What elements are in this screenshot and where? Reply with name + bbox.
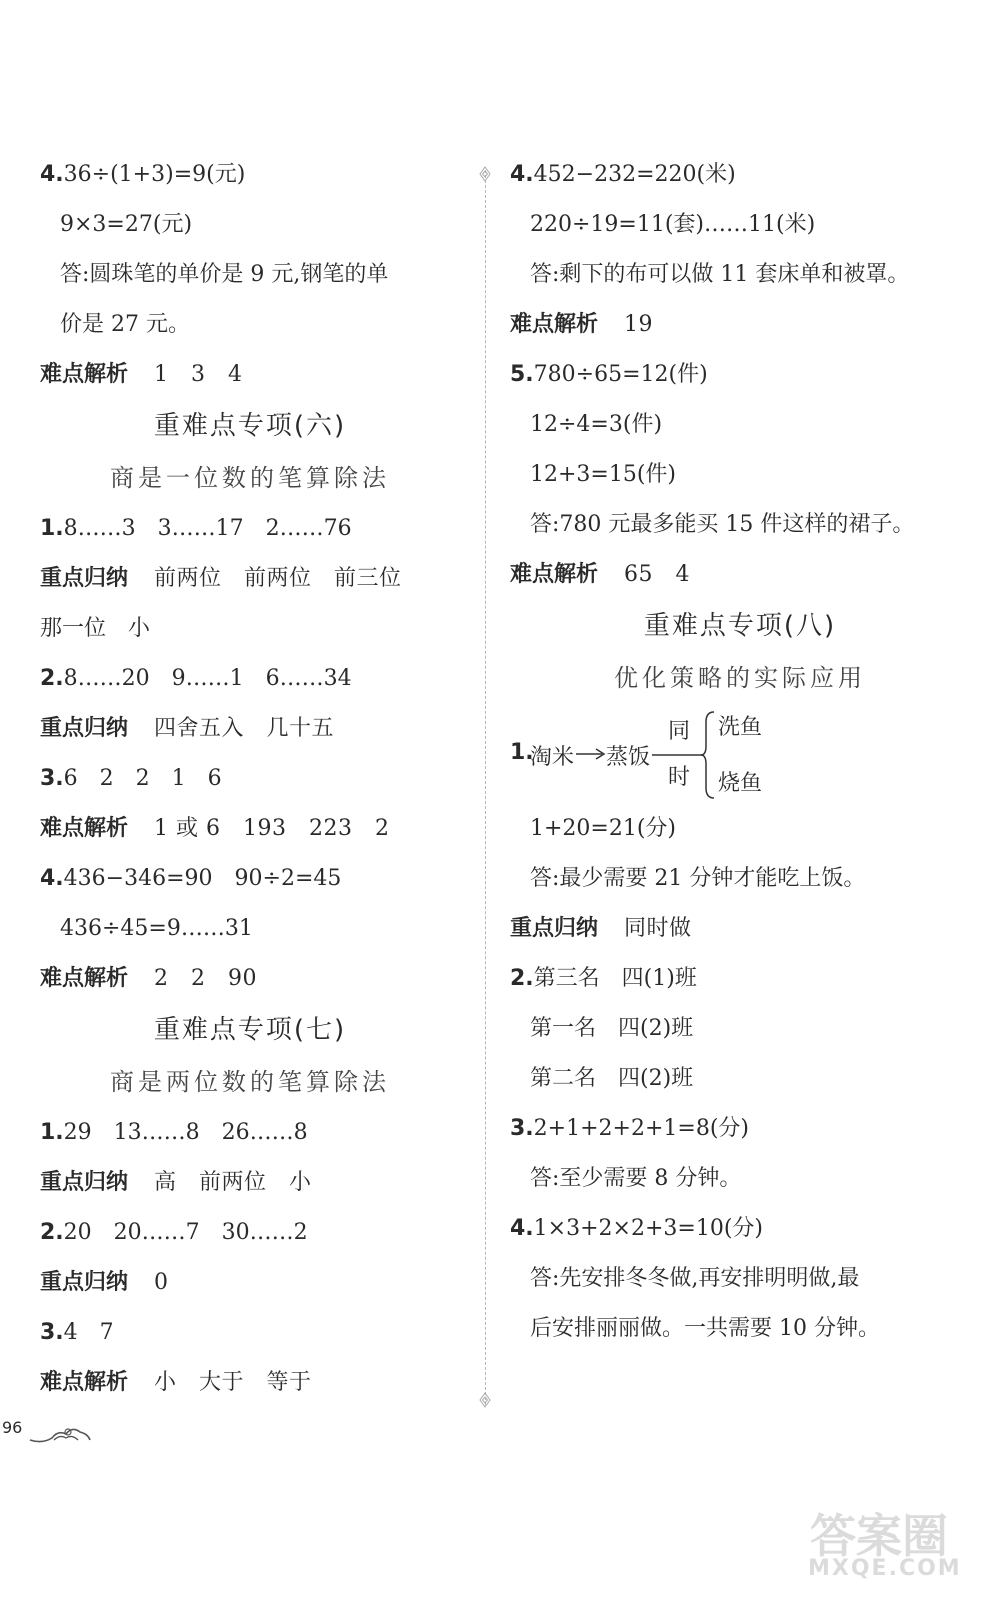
divider-ornament-icon	[477, 166, 493, 182]
answer-line: 后安排丽丽做。一共需要 10 分钟。	[530, 1316, 880, 1341]
values: 小 大于 等于	[154, 1370, 312, 1395]
question-number: 2.	[40, 666, 64, 691]
right-column	[510, 150, 970, 1354]
process-flow-diagram	[510, 704, 970, 804]
answer-line: 答:最少需要 21 分钟才能吃上饭。	[530, 866, 866, 891]
label: 重点归纳	[40, 1170, 129, 1195]
answer-text: 29 13……8 26……8	[63, 1120, 308, 1145]
column-divider	[485, 170, 486, 1405]
answer-text: 8……20 9……1 6……34	[63, 666, 352, 691]
label: 重点归纳	[40, 1270, 129, 1295]
answer-text: 20 20……7 30……2	[63, 1220, 308, 1245]
brace-icon	[700, 710, 716, 800]
difficulty-analysis	[40, 350, 460, 400]
question-number: 2.	[510, 966, 534, 991]
calc-text: 780÷65=12(件)	[533, 362, 708, 387]
question-number: 2.	[40, 1220, 64, 1245]
question-line	[40, 754, 460, 804]
values: 19	[624, 312, 654, 337]
difficulty-analysis	[40, 954, 460, 1004]
question-number: 3.	[510, 1116, 534, 1141]
question-number: 5.	[510, 362, 534, 387]
answer-text: 8……3 3……17 2……76	[63, 516, 352, 541]
ranking-line: 第一名 四(2)班	[530, 1016, 694, 1041]
question-number: 3.	[40, 1320, 64, 1345]
question-number: 1.	[40, 1120, 64, 1145]
label: 难点解析	[40, 966, 129, 991]
question-line	[40, 1108, 460, 1158]
values: 65 4	[624, 562, 691, 587]
question-line	[510, 1104, 970, 1154]
page-footer	[0, 1418, 140, 1458]
difficulty-analysis	[510, 550, 970, 600]
question-line	[40, 1308, 460, 1358]
flow-step: 蒸饭	[606, 745, 651, 770]
label: 难点解析	[40, 362, 129, 387]
answer-line: 答:先安排冬冬做,再安排明明做,最	[530, 1266, 860, 1291]
question-line	[40, 150, 460, 200]
key-summary	[40, 554, 460, 604]
answer-line: 答:剩下的布可以做 11 套床单和被罩。	[530, 262, 910, 287]
values: 高 前两位 小	[154, 1170, 312, 1195]
calc-line: 220÷19=11(套)……11(米)	[530, 212, 816, 237]
question-number: 4.	[510, 162, 534, 187]
label: 难点解析	[40, 1370, 129, 1395]
watermark	[800, 1500, 980, 1590]
simultaneous-label: 时	[668, 765, 691, 790]
question-number: 4.	[40, 866, 64, 891]
values: 2 2 90	[154, 966, 258, 991]
answer-text: 6 2 2 1 6	[63, 766, 222, 791]
calc-line: 12÷4=3(件)	[530, 412, 663, 437]
key-summary	[40, 704, 460, 754]
question-line	[40, 854, 460, 904]
answer-line: 答:至少需要 8 分钟。	[530, 1166, 742, 1191]
section-title: 重难点专项(六)	[153, 411, 347, 441]
values: 1 或 6 193 223 2	[154, 816, 390, 841]
answer-line: 答:圆珠笔的单价是 9 元,钢笔的单	[60, 262, 389, 287]
calc-text: 2+1+2+2+1=8(分)	[533, 1116, 749, 1141]
calc-text: 452−232=220(米)	[533, 162, 736, 187]
section-subtitle: 商是两位数的笔算除法	[110, 1068, 390, 1096]
flow-branch: 洗鱼	[718, 715, 763, 740]
section-subtitle: 优化策略的实际应用	[614, 664, 866, 692]
difficulty-analysis	[510, 300, 970, 350]
difficulty-analysis	[40, 1358, 460, 1408]
values: 0	[154, 1270, 169, 1295]
flow-step: 淘米	[530, 745, 575, 770]
question-line	[40, 504, 460, 554]
section-subtitle: 商是一位数的笔算除法	[110, 464, 390, 492]
difficulty-analysis	[40, 804, 460, 854]
answer-line: 价是 27 元。	[60, 312, 190, 337]
question-number: 4.	[510, 1216, 534, 1241]
ranking-text: 第三名 四(1)班	[533, 966, 697, 991]
label: 重点归纳	[40, 716, 129, 741]
question-number: 1.	[40, 516, 64, 541]
calc-line: 9×3=27(元)	[60, 212, 193, 237]
ranking-line: 第二名 四(2)班	[530, 1066, 694, 1091]
values: 前两位 前两位 前三位	[154, 566, 402, 591]
calc-text: 1×3+2×2+3=10(分)	[533, 1216, 763, 1241]
label: 重点归纳	[40, 566, 129, 591]
key-summary	[40, 1258, 460, 1308]
question-number: 3.	[40, 766, 64, 791]
flow-branch: 烧鱼	[718, 771, 763, 796]
question-line	[510, 350, 970, 400]
label: 难点解析	[510, 562, 599, 587]
key-summary	[40, 1158, 460, 1208]
section-title: 重难点专项(八)	[643, 611, 837, 641]
label: 难点解析	[40, 816, 129, 841]
question-line	[510, 954, 970, 1004]
answer-line: 答:780 元最多能买 15 件这样的裙子。	[530, 512, 915, 537]
key-summary-continued: 那一位 小	[40, 616, 151, 641]
arrow-right-icon	[576, 746, 606, 762]
left-column	[40, 150, 460, 1408]
values: 四舍五入 几十五	[154, 716, 335, 741]
connector-line	[652, 753, 702, 757]
values: 1 3 4	[154, 362, 243, 387]
divider-ornament-icon	[477, 1392, 493, 1408]
values: 同时做	[624, 916, 692, 941]
question-line	[40, 1208, 460, 1258]
page-number: 96	[2, 1418, 23, 1437]
question-number: 4.	[40, 162, 64, 187]
calc-line: 12+3=15(件)	[530, 462, 677, 487]
question-number: 1.	[510, 740, 534, 765]
question-line	[40, 654, 460, 704]
cloud-ornament-icon	[28, 1422, 92, 1446]
watermark-text: 答案圈	[810, 1509, 948, 1563]
section-title: 重难点专项(七)	[153, 1015, 347, 1045]
key-summary	[510, 904, 970, 954]
calc-text: 436−346=90 90÷2=45	[63, 866, 342, 891]
label: 重点归纳	[510, 916, 599, 941]
answer-text: 4 7	[63, 1320, 114, 1345]
calc-line: 1+20=21(分)	[530, 816, 677, 841]
calc-line: 436÷45=9……31	[60, 916, 253, 941]
simultaneous-label: 同	[668, 719, 691, 744]
label: 难点解析	[510, 312, 599, 337]
question-line	[510, 150, 970, 200]
watermark-url: MXQE.COM	[808, 1556, 962, 1581]
calc-text: 36÷(1+3)=9(元)	[63, 162, 246, 187]
question-line	[510, 1204, 970, 1254]
